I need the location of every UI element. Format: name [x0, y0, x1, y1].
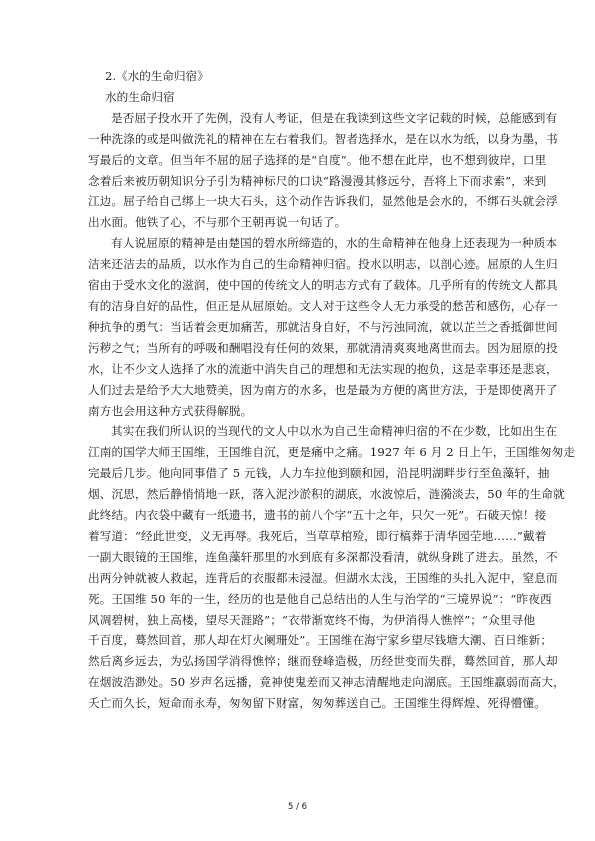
paragraph-line: 江南的国学大师王国维，王国维自沉，更是痛中之痛。1927 年 6 月 2 日上午，王国维匆匆走: [88, 445, 576, 460]
paragraph-line: 念着后来被历朝知识分子引为精神标尺的口诀“路漫漫其修远兮，吾将上下而求索”，来到: [88, 173, 547, 188]
paragraph: [88, 108, 558, 233]
section-heading: 2.《水的生命归宿》: [105, 69, 209, 83]
paragraph-line: 夭亡而久长，短命而永寿，匆匆留下财富，匆匆葬送自己。王国维生得辉煌、死得懵懂。: [88, 696, 547, 711]
paragraph-line: 千百度，蓦然回首，那人却在灯火阑珊处”。王国维在海宁家乡望尽钱塘大潮、百日维新；: [88, 633, 553, 648]
article-body: [88, 108, 576, 714]
paragraph-line: 烟、沉思，然后静悄悄地一跃，落入泥沙淤积的湖底，水波惊后，涟漪淡去，50 年的生命就: [88, 487, 565, 502]
paragraph-line: 是否屈子投水开了先例，没有人考证，但是在我读到这些文字记载的时候，总能感到有: [111, 110, 558, 125]
paragraph-line: 江边。屈子给自己绑上一块大石头，这个动作告诉我们，显然他是会水的，不绑石头就会浮: [88, 194, 558, 209]
page-number: 5 / 6: [287, 802, 308, 812]
paragraph-line: 此终结。内衣袋中藏有一纸遗书，遗书的前八个字“五十之年，只欠一死”。石破天惊！接: [88, 508, 547, 523]
paragraph-line: 完最后几步。他向同事借了 5 元钱，人力车拉他到颐和园，沿昆明湖畔步行至鱼藻轩，抽: [88, 466, 550, 481]
paragraph-line: 一副大眼镜的王国维，连鱼藻轩那里的水到底有多深都没看清，就纵身跳了进去。虽然，不: [88, 549, 558, 564]
paragraph-line: 写最后的文章。但当年不屈的屈子选择的是“自度”。他不想在此岸，也不想到彼岸，口里: [88, 152, 547, 167]
paragraph-line: 南方也会用这种方式获得解脱。: [88, 403, 253, 418]
paragraph-line: 种抗争的勇气：当话着会更加痛苦，那就洁身自好，不与污浊同流，就以芷兰之香抵御世间: [88, 319, 558, 334]
paragraph-line: 有人说屈原的精神是由楚国的碧水所缔造的，水的生命精神在他身上还表现为一种质本: [111, 236, 558, 251]
paragraph-line: 宿由于受水文化的滋润，使中国的传统文人的明志方式有了载体。几乎所有的传统文人都具: [88, 278, 558, 293]
paragraph-line: 着写道：“经此世变，义无再辱。我死后，当草草棺殓，即行槁葬于清华园茔地……”戴着: [88, 528, 547, 543]
paragraph-line: 死。王国维 50 年的一生，经历的也是他自己总结出的人生与治学的“三境界说”：“昨夜西: [88, 591, 552, 606]
paragraph-line: 水，让不少文人选择了水的流逝中消失自己的理想和无法实现的抱负，这是幸事还是悲哀，: [88, 361, 558, 376]
paragraph-line: 人们过去是给予大大地赞美，因为南方的水多，也是最为方便的离世方法，于是即使离开了: [88, 382, 558, 397]
paragraph-line: 污秽之气；当所有的呼吸和酬唱没有任何的效果，那就清清爽爽地离世而去。因为屈原的投: [88, 340, 558, 355]
paragraph: [88, 233, 558, 421]
paragraph-line: 有的洁身自好的品性，但正是从屈原始。文人对于这些令人无力承受的愁苦和感伤，心存一: [88, 298, 558, 313]
paragraph-line: 风凋碧树，独上高楼，望尽天涯路”；“衣带渐宽终不悔，为伊消得人憔悴”；“众里寻他: [88, 612, 536, 627]
paragraph-line: 出两分钟就被人救起，连背后的衣服都未浸湿。但湖水太浅，王国维的头扎入泥中，窒息而: [88, 570, 558, 585]
paragraph-line: 一种洗涤的或是叫做洗礼的精神在左右着我们。智者选择水，是在以水为纸，以身为墨，书: [88, 131, 558, 146]
page-body: [88, 66, 576, 714]
paragraph-line: 然后离乡远去，为弘扬国学消得憔悴；继而登峰造极，历经世变而失群，蓦然回首，那人却: [88, 654, 558, 669]
paragraph-line: 出水面。他铁了心，不与那个王朝再说一句话了。: [88, 215, 347, 230]
article-title: 水的生命归宿: [105, 89, 175, 104]
paragraph-line: 其实在我们所认识的当现代的文人中以水为自己生命精神归宿的不在少数，比如出生在: [111, 424, 558, 439]
paragraph-line: 洁来还洁去的品质，以水作为自己的生命精神归宿。投水以明志，以剖心迹。屈原的人生归: [88, 257, 558, 272]
paragraph: [88, 421, 576, 714]
paragraph-line: 在烟波浩渺处。50 岁声名远播，竟神使鬼差而又神志清醒地走向湖底。王国维羸弱而高大，: [88, 675, 565, 690]
